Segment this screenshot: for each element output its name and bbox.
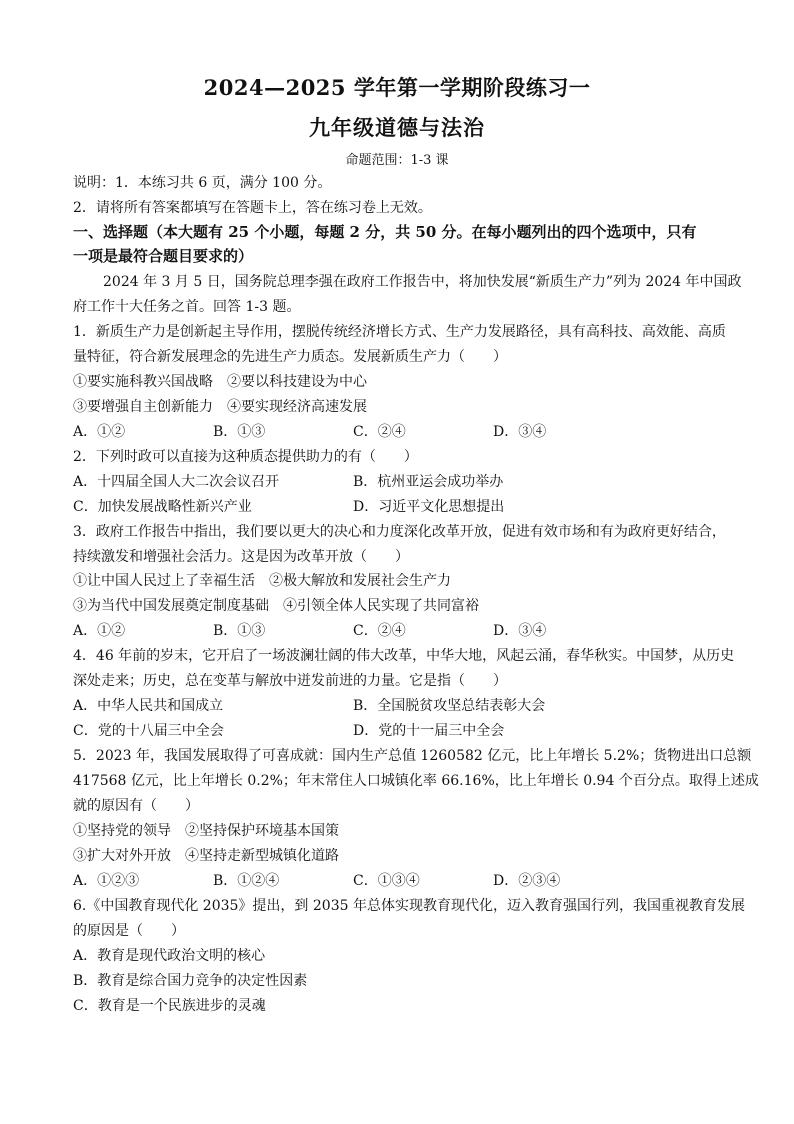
option-c: C．②④	[353, 623, 406, 639]
instruction-line: 2．请将所有答案都填写在答题卡上，答在练习卷上无效。	[73, 200, 432, 216]
option-d: D．③④	[493, 623, 547, 639]
question-stem: 量特征，符合新发展理念的先进生产力质态。发展新质生产力（ ）	[73, 349, 507, 365]
material-text: 2024 年 3 月 5 日，国务院总理李强在政府工作报告中，将加快发展“新质生产力”列为 2024 年中国政	[103, 274, 742, 290]
scope-note: 命题范围：1-3 课	[345, 153, 449, 168]
option-a: A．①②	[73, 623, 126, 639]
question-stem: 2．下列时政可以直接为这种质态提供助力的有（ ）	[73, 449, 418, 465]
option-a: A．教育是现代政治文明的核心	[73, 948, 266, 964]
section-heading: 一项是最符合题目要求的）	[73, 247, 254, 265]
question-stem: 1．新质生产力是创新起主导作用，摆脱传统经济增长方式、生产力发展路径，具有高科技、高效能、高质	[73, 324, 726, 340]
option-d: D．②③④	[493, 873, 561, 889]
option-d: D．习近平文化思想提出	[353, 499, 505, 515]
material-text: 府工作十大任务之首。回答 1-3 题。	[73, 299, 301, 315]
section-heading: 一、选择题（本大题有 25 个小题，每题 2 分，共 50 分。在每小题列出的四个选项中，只有	[73, 223, 697, 241]
question-statement: ③为当代中国发展奠定制度基础 ④引领全体人民实现了共同富裕	[73, 598, 479, 614]
option-b: B．杭州亚运会成功举办	[353, 474, 504, 490]
option-b: B．①③	[213, 623, 266, 639]
page-subtitle: 九年级道德与法治	[309, 115, 485, 140]
option-a: A．中华人民共和国成立	[73, 698, 224, 714]
instruction-line: 说明：1．本练习共 6 页，满分 100 分。	[73, 175, 332, 191]
option-b: B．①③	[213, 424, 266, 440]
option-a: A．①②	[73, 424, 126, 440]
option-c: C．①③④	[353, 873, 420, 889]
question-stem: 6.《中国教育现代化 2035》提出，到 2035 年总体实现教育现代化，迈入教育强国行列，我国重视教育发展	[73, 898, 745, 914]
option-a: A．十四届全国人大二次会议召开	[73, 474, 280, 490]
question-stem: 深处走来；历史，总在变革与解放中迸发前进的力量。它是指（ ）	[73, 673, 507, 689]
option-c: C．加快发展战略性新兴产业	[73, 499, 252, 515]
question-stem: 就的原因有（ ）	[73, 798, 199, 814]
option-b: B．全国脱贫攻坚总结表彰大会	[353, 698, 546, 714]
option-c: C．②④	[353, 424, 406, 440]
question-statement: ①坚持党的领导 ②坚持保护环境基本国策	[73, 823, 339, 839]
question-statement: ③要增强自主创新能力 ④要实现经济高速发展	[73, 399, 367, 415]
option-c: C．教育是一个民族进步的灵魂	[73, 998, 266, 1014]
option-b: B．教育是综合国力竞争的决定性因素	[73, 973, 308, 989]
option-b: B．①②④	[213, 873, 280, 889]
question-stem: 3．政府工作报告中指出，我们要以更大的决心和力度深化改革开放，促进有效市场和有为政府更好结合，	[73, 524, 726, 540]
option-a: A．①②③	[73, 873, 140, 889]
question-statement: ①要实施科教兴国战略 ②要以科技建设为中心	[73, 374, 367, 390]
question-statement: ①让中国人民过上了幸福生活 ②极大解放和发展社会生产力	[73, 573, 451, 589]
option-c: C．党的十八届三中全会	[73, 723, 224, 739]
option-d: D．党的十一届三中全会	[353, 723, 505, 739]
question-stem: 5．2023 年，我国发展取得了可喜成就：国内生产总值 1260582 亿元，比上年增长 5.2%；货物进出口总额	[73, 748, 752, 764]
page-title: 2024—2025 学年第一学期阶段练习一	[203, 75, 591, 100]
option-d: D．③④	[493, 424, 547, 440]
question-stem: 4．46 年前的岁末，它开启了一场波澜壮阔的伟大改革，中华大地，风起云涌，春华秋实。中国梦，从历史	[73, 648, 735, 664]
question-statement: ③扩大对外开放 ④坚持走新型城镇化道路	[73, 848, 339, 864]
question-stem: 417568 亿元，比上年增长 0.2%；年末常住人口城镇化率 66.16%，比上年增长 0.94 个百分点。取得上述成	[73, 773, 759, 789]
question-stem: 持续激发和增强社会活力。这是因为改革开放（ ）	[73, 549, 409, 565]
question-stem: 的原因是（ ）	[73, 923, 185, 939]
